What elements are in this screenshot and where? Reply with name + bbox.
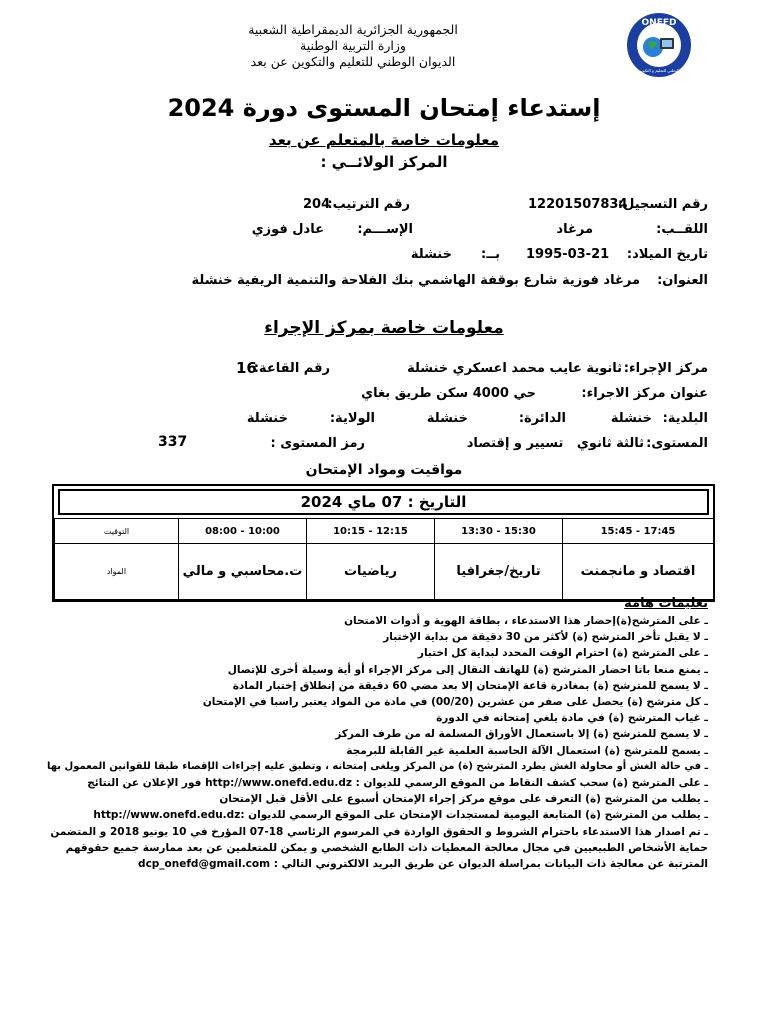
instruction-item: ـ يمنع منعا باتا احضار المترشح (ة) للهاتف النقال إلى مركز الإجراء أو أية وسيلة أخرى للإتصال bbox=[227, 663, 708, 676]
level-code-label: رمز المستوى : bbox=[270, 436, 365, 451]
instruction-item: ـ يطلب من المترشح (ة) التعرف على موقع مركز إجراء الإمتحان أسبوع على الأقل قبل الإمتحان bbox=[219, 793, 708, 806]
schedule-title: مواقيت ومواد الإمتحان bbox=[305, 462, 463, 478]
exam-date: التاريخ : 07 ماي 2024 bbox=[58, 489, 709, 515]
address-label: العنوان: bbox=[657, 273, 708, 288]
instruction-item: ـ لا يسمح للمترشح (ة) بمغادرة قاعة الإمتحان إلا بعد مضي 60 دقيقة من إنطلاق إختبار المادة bbox=[232, 679, 708, 692]
subject-cell: ت.محاسبي و مالي bbox=[179, 544, 307, 600]
page-title: إستدعاء إمتحان المستوى دورة 2024 bbox=[167, 94, 601, 122]
regional-center-label: المركز الولائــي : bbox=[320, 153, 448, 171]
exam-address-label: عنوان مركز الاجراء: bbox=[581, 386, 708, 401]
lastname-label: اللقــب: bbox=[656, 222, 708, 237]
instruction-item: ـ لا يسمح للمترشح (ة) إلا باستعمال الأوراق المسلمة له من طرف المركز bbox=[335, 728, 708, 741]
time-slot: 15:30 - 13:30 bbox=[435, 519, 563, 544]
instruction-item: ـ على المترشح (ة) احترام الوقت المحدد لبداية كل اختبار bbox=[417, 647, 708, 660]
logo-arabic-text: الديوان الوطني للتعليم و التكوين عن بعد bbox=[626, 68, 692, 73]
ministry-header bbox=[238, 22, 468, 70]
instruction-item: ـ على المترشح(ة)إحضار هذا الاستدعاء ، بطاقة الهوية و أدوات الامتحان bbox=[344, 615, 708, 627]
room-label: رقم القاعة: bbox=[253, 361, 330, 376]
instructions-list bbox=[48, 613, 708, 872]
time-slot: 10:00 - 08:00 bbox=[179, 519, 307, 544]
rank-label: رقم الترتيب: bbox=[327, 197, 410, 212]
instruction-item: ـ في حالة الغش أو محاولة الغش يطرد المترشح (ة) من المركز ويلغى إمتحانه ، وتطبق عليه إجراءات الإقصاء طبقا للقوانين المعمول بها bbox=[46, 760, 708, 772]
reg-label: رقم التسجيل: bbox=[617, 197, 708, 212]
lastname-value: مرغاد bbox=[556, 222, 593, 237]
daira-value: خنشلة bbox=[426, 411, 468, 426]
time-slot: 12:15 - 10:15 bbox=[307, 519, 435, 544]
exam-address-value: حي 4000 سكن طريق بغاي bbox=[361, 386, 536, 401]
subject-cell: اقتصاد و مانجمنت bbox=[563, 544, 714, 600]
instruction-item: ـ غياب المترشح (ة) في مادة يلغي إمتحانه في الدورة bbox=[436, 712, 708, 725]
subject-row bbox=[55, 544, 714, 600]
exam-center-value: ثانوية عايب محمد اعسكري خنشلة bbox=[407, 361, 622, 376]
level-value: ثالثة ثانوي تسيير و إقتصاد bbox=[466, 436, 644, 451]
birthdate-value: 1995-03-21 bbox=[526, 247, 610, 262]
subject-cell: تاريخ/جغرافيا bbox=[435, 544, 563, 600]
header-office: الديوان الوطني للتعليم والتكوين عن بعد bbox=[250, 54, 456, 69]
subject-header: المواد bbox=[55, 544, 179, 600]
room-value: 16 bbox=[236, 359, 257, 377]
instruction-item: ـ تم اصدار هذا الاستدعاء باحترام الشروط و الحقوق الواردة في المرسوم الرئاسي 18-07 المؤرخ في 10 يونيو 2018 و المتضمن حماية الأشخاص الطبيعيين في مجال معالجة المعطيات ذات الطابع الشخصي و يمكن للمتعلمين عن بعد ممارسة جميع حقوقهم المترتبة عن معالجة ذات البيانات بمراسلة الديوان عن طريق البريد الالكتروني التالي : dcp_onefd@gmail.com bbox=[50, 825, 708, 871]
daira-label: الدائرة: bbox=[518, 411, 566, 426]
birthplace-label: بــ: bbox=[481, 247, 500, 262]
exam-center-label: مركز الإجراء: bbox=[623, 361, 708, 376]
birthplace-value: خنشلة bbox=[410, 247, 452, 262]
learner-section-title: معلومات خاصة بالمتعلم عن بعد bbox=[268, 131, 500, 149]
address-value: مرغاد فوزية شارع بوقفة الهاشمي بنك الفلاحة والتنمية الريفية خنشلة bbox=[191, 273, 640, 288]
time-slot: 17:45 - 15:45 bbox=[563, 519, 714, 544]
header-republic: الجمهورية الجزائرية الديمقراطية الشعبية bbox=[248, 22, 458, 37]
schedule-table bbox=[52, 484, 715, 602]
rank-value: 204 bbox=[303, 197, 331, 212]
subject-cell: رياضيات bbox=[307, 544, 435, 600]
instruction-item: ـ يسمح للمترشح (ة) استعمال الآلة الحاسبة العلمية غير القابلة للبرمجة bbox=[346, 744, 708, 757]
schedule-grid bbox=[54, 518, 714, 600]
onefd-logo bbox=[626, 12, 692, 78]
firstname-label: الإســـم: bbox=[357, 222, 413, 237]
wilaya-label: الولاية: bbox=[329, 411, 375, 426]
header-ministry: وزارة التربية الوطنية bbox=[300, 38, 406, 53]
level-label: المستوى: bbox=[646, 436, 708, 451]
logo-text: ONEFD bbox=[641, 18, 677, 28]
exam-center-section-title: معلومات خاصة بمركز الإجراء bbox=[264, 318, 504, 338]
commune-value: خنشلة bbox=[610, 411, 652, 426]
level-code-value: 337 bbox=[158, 434, 188, 450]
instructions-title: تعليمات هامة bbox=[624, 596, 708, 611]
reg-value: 12201507834 bbox=[528, 197, 628, 212]
wilaya-value: خنشلة bbox=[246, 411, 288, 426]
instruction-item: ـ على المترشح (ة) سحب كشف النقاط من الموقع الرسمي للديوان : http://www.onefd.edu.dz فور الإعلان عن النتائج bbox=[87, 777, 708, 790]
commune-label: البلدية: bbox=[662, 411, 708, 426]
time-header: التوقيت bbox=[55, 519, 179, 544]
firstname-value: عادل فوزي bbox=[251, 222, 324, 237]
instruction-item: ـ لا يقبل تأخر المترشح (ة) لأكثر من 30 دقيقة من بداية الإختبار bbox=[383, 631, 708, 644]
time-row bbox=[55, 519, 714, 544]
instruction-item: ـ يطلب من المترشح (ة) المتابعة اليومية لمستجدات الإمتحان على الموقع الرسمي للديوان :http://www.onefd.edu.dz bbox=[93, 809, 708, 822]
instruction-item: ـ كل مترشح (ة) يحصل على صفر من عشرين (00/20) في مادة من المواد يعتبر راسبا في الإمتحان bbox=[202, 696, 708, 709]
birthdate-label: تاريخ الميلاد: bbox=[626, 247, 708, 262]
